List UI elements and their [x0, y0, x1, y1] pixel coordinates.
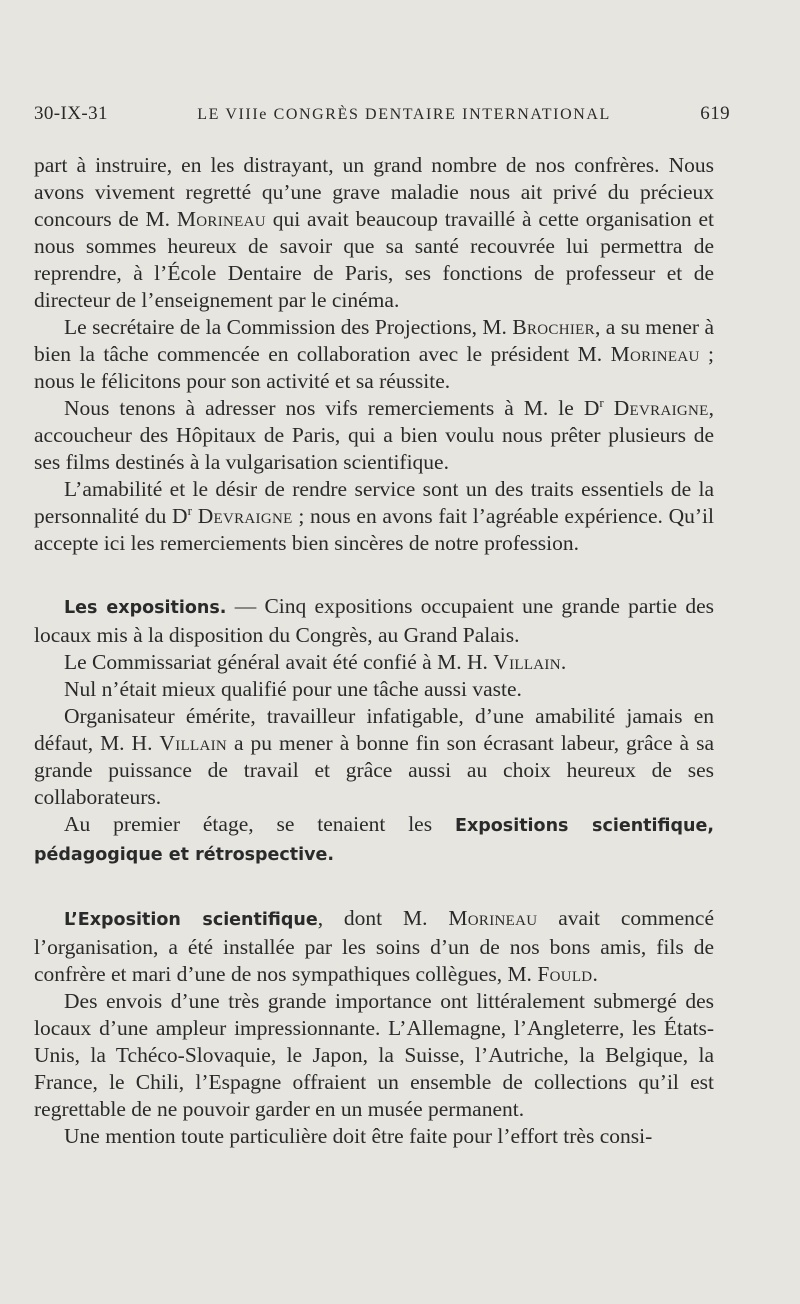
section-heading: L’Exposition scientifique — [64, 910, 318, 930]
paragraph: Nul n’était mieux qualifié pour une tâche aussi vaste. — [64, 677, 522, 701]
section-heading: Les expositions. — [64, 598, 227, 618]
paragraph: Organisateur émérite, travailleur infatigable, d’une amabilité jamais en défaut, M. H. Villain a pu mener à bonne fin son écrasant labeur, grâce à sa grande puissance de travail et grâce aussi au choix heureux de ses collaborateurs. — [34, 704, 714, 809]
paragraph: Le secrétaire de la Commission des Projections, M. Brochier, a su mener à bien la tâche commencée en collaboration avec le président M. Morineau ; nous le félicitons pour son activité et sa réussite. — [34, 315, 714, 393]
paragraph: L’amabilité et le désir de rendre service sont un des traits essentiels de la personnalité du $D^r$ Devraigne ; nous en avons fait l’agréable expérience. Qu’il accepte ici les remerciements bien sincères de notre profession. — [34, 477, 715, 555]
section-paragraph: L’Exposition scientifique, dont M. Morineau avait commencé l’organisation, a été installée par les soins d’un de nos bons amis, fils de confrère et mari d’une de nos sympathiques collègues, M. Fould. — [34, 906, 714, 986]
paragraph: Au premier étage, se tenaient les Expositions scientifique, pédagogique et rétrospective. — [34, 812, 715, 865]
header-date: 30-IX-31 — [34, 103, 108, 124]
paragraph: Une mention toute particulière doit être faite pour l’effort très consi- — [64, 1124, 653, 1148]
page-number: 619 — [700, 103, 730, 124]
page-body — [34, 152, 714, 1150]
bold-phrase: Expositions scientifique, pédagogique et rétrospective. — [34, 816, 715, 865]
section-paragraph: Les expositions. — Cinq expositions occupaient une grande partie des locaux mis à la disposition du Congrès, au Grand Palais. — [34, 594, 714, 647]
paragraph: Nous tenons à adresser nos vifs remerciements à M. le $D^r$ Devraigne, accoucheur des Hôpitaux de Paris, qui a bien voulu nous prêter plusieurs de ses films destinés à la vulgarisation scientifique. — [34, 394, 714, 474]
running-header — [34, 103, 730, 125]
paragraph: part à instruire, en les distrayant, un grand nombre de nos confrères. Nous avons vivement regretté qu’une grave maladie nous ait privé du précieux concours de M. Morineau qui avait beaucoup travaillé à cette organisation et nous sommes heureux de savoir que sa santé recouvrée lui permettra de reprendre, à l’École Dentaire de Paris, ses fonctions de professeur et de directeur de l’enseignement par le cinéma. — [34, 153, 715, 312]
paragraph: Le Commissariat général avait été confié à M. H. Villain. — [64, 650, 567, 674]
header-title: LE VIIIe CONGRÈS DENTAIRE INTERNATIONAL — [197, 106, 611, 123]
paragraph: Des envois d’une très grande importance ont littéralement submergé des locaux d’une ampleur impressionnante. L’Allemagne, l’Angleterre, les États-Unis, la Tchéco-Slovaquie, le Japon, la Suisse, l’Autriche, la Belgique, la France, le Chili, l’Espagne offraient un ensemble de collections qu’il est regrettable de ne pouvoir garder en un musée permanent. — [34, 989, 714, 1121]
